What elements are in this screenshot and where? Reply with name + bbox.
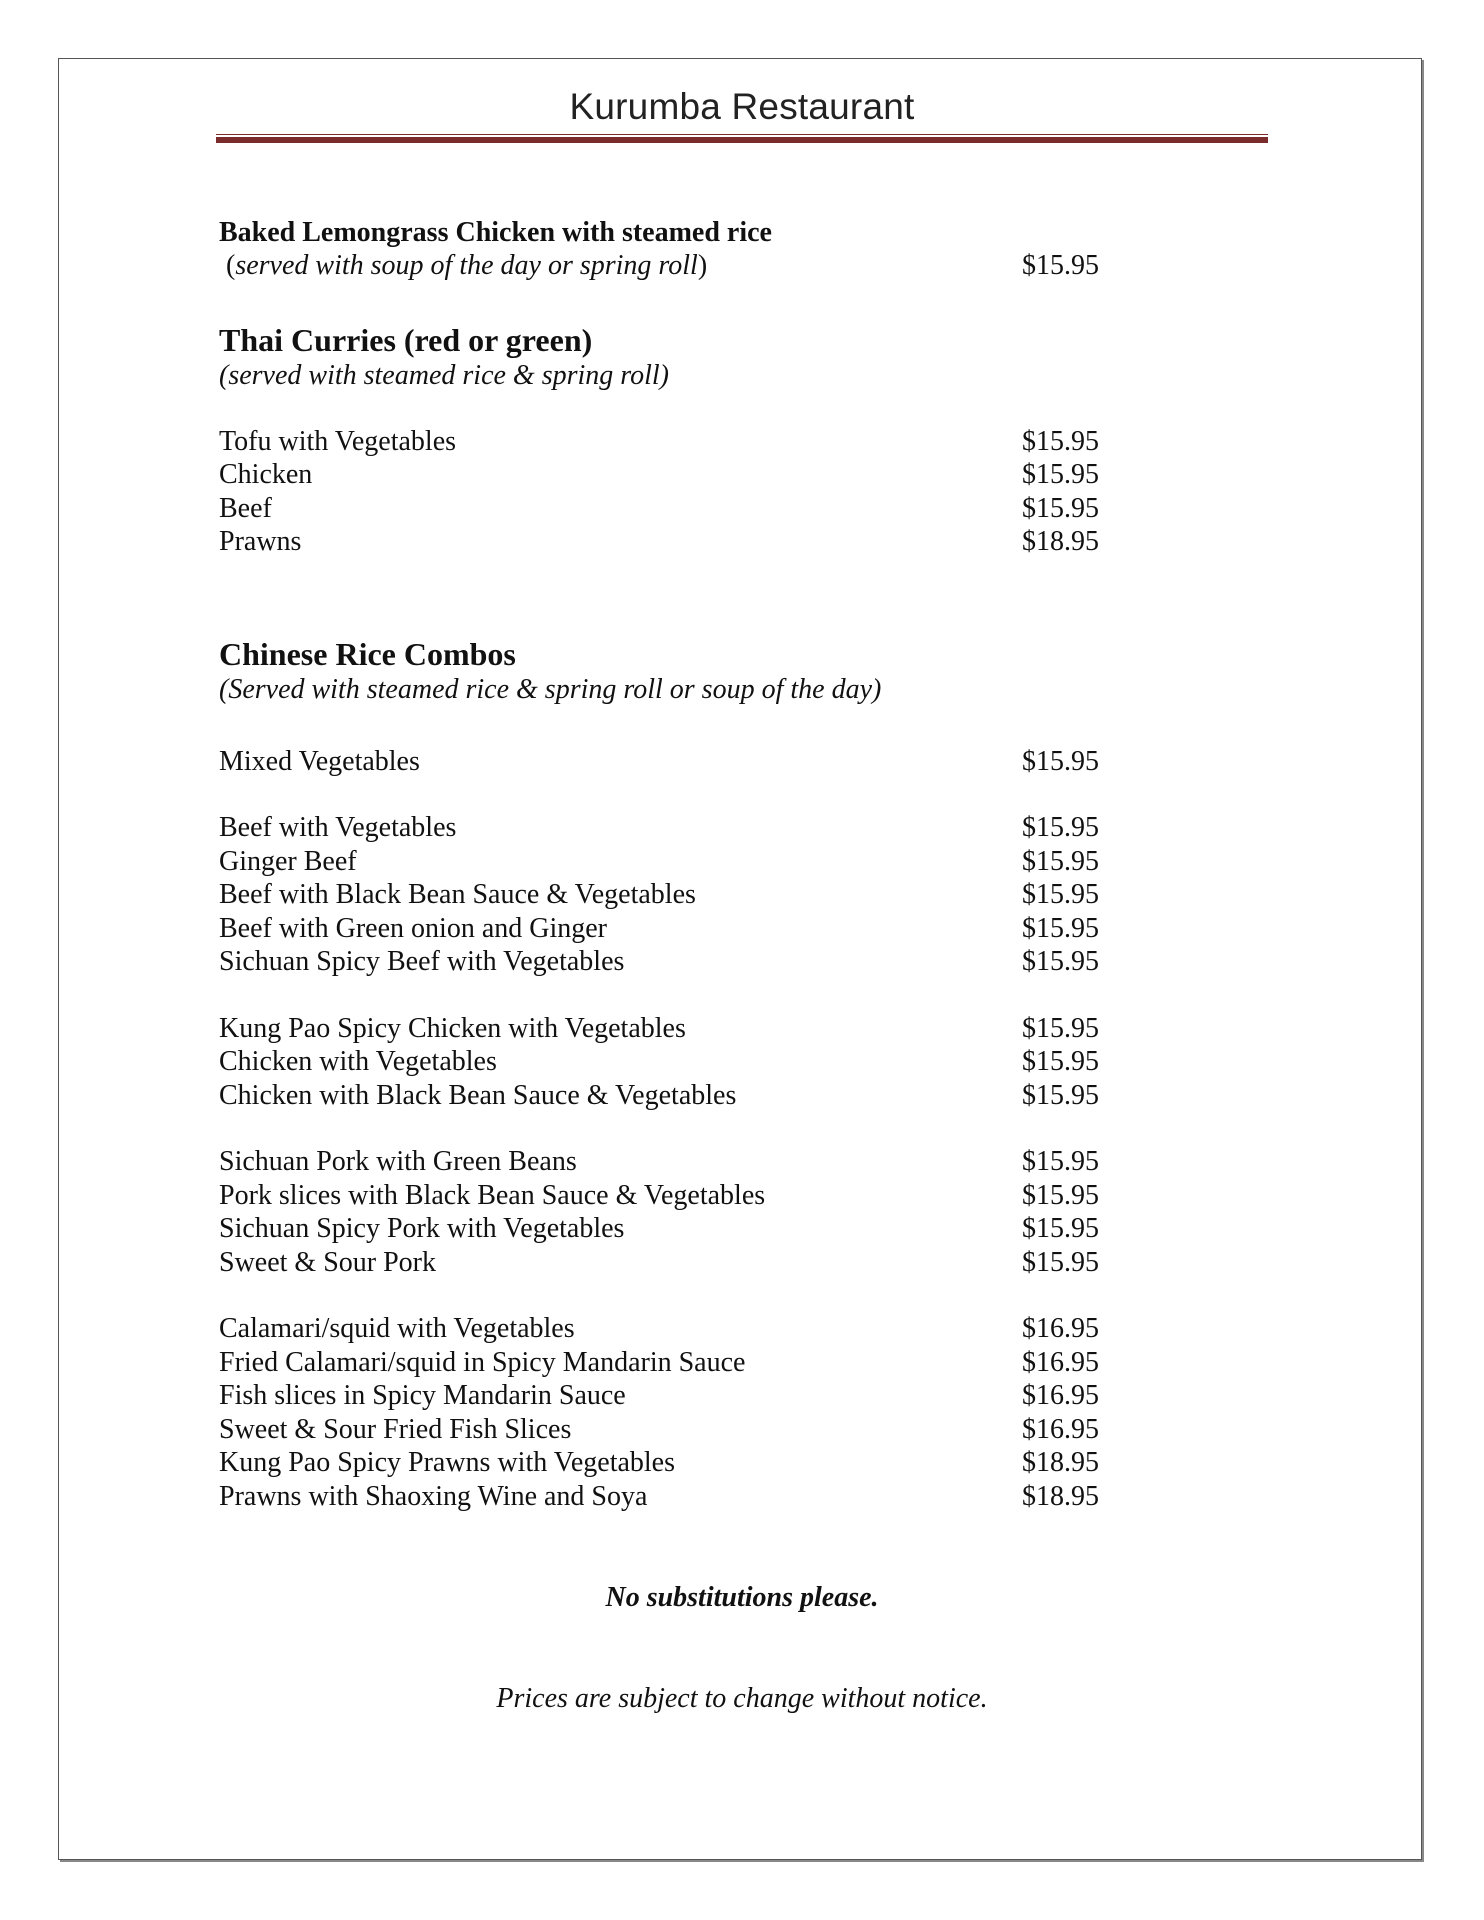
menu-item-group [219,811,1099,979]
menu-item-name: Beef with Green onion and Ginger [219,912,607,944]
menu-item [219,1212,1099,1246]
menu-item [219,1413,1099,1447]
menu-item-name: Chicken [219,459,313,490]
menu-item [219,1079,1099,1113]
menu-item [219,425,1099,459]
menu-item [219,878,1099,912]
menu-item-price: $15.95 [1022,1179,1099,1211]
thai-curries-section [219,321,1099,559]
menu-item [219,1045,1099,1079]
section-heading: Chinese Rice Combos [219,635,516,672]
menu-item [219,1246,1099,1280]
menu-item-name: Beef with Black Bean Sauce & Vegetables [219,879,696,910]
menu-item-name: Kung Pao Spicy Chicken with Vegetables [219,1012,686,1044]
menu-item-name: Ginger Beef [219,845,357,877]
menu-item-price: $15.95 [1022,879,1099,910]
menu-item-price: $15.95 [1022,745,1099,777]
menu-item-name: Mixed Vegetables [219,745,420,777]
prices-notice: Prices are subject to change without notice. [496,1683,988,1714]
featured-item-row: (served with soup of the day or spring roll) $15.95 [219,250,1099,281]
menu-item-group [219,1312,1099,1513]
menu-item [219,492,1099,526]
menu-item-name: Sichuan Spicy Beef with Vegetables [219,946,625,977]
menu-item [219,1145,1099,1179]
menu-item-price: $15.95 [1022,459,1099,490]
menu-item-name: Chicken with Black Bean Sauce & Vegetables [219,1079,737,1111]
menu-item-price: $15.95 [1022,425,1099,457]
menu-item-price: $15.95 [1022,1246,1099,1278]
menu-item-name: Beef [219,492,272,524]
menu-content [219,216,1099,1513]
menu-item-name: Prawns with Shaoxing Wine and Soya [219,1480,648,1512]
menu-item-price: $18.95 [1022,526,1099,557]
menu-item-group [219,1012,1099,1113]
menu-item-name: Sichuan Spicy Pork with Vegetables [219,1213,625,1244]
featured-item [219,216,1099,283]
chinese-rice-combos-section [219,635,1099,1514]
menu-item-name: Sichuan Pork with Green Beans [219,1146,577,1177]
menu-item-name: Sweet & Sour Fried Fish Slices [219,1413,572,1445]
menu-item-price: $18.95 [1022,1447,1099,1478]
menu-item [219,1379,1099,1413]
menu-item-price: $15.95 [1022,912,1099,944]
menu-item [219,525,1099,559]
restaurant-title: Kurumba Restaurant [569,86,915,127]
menu-item-group [219,745,1099,779]
menu-item [219,845,1099,879]
menu-item-name: Pork slices with Black Bean Sauce & Vegetables [219,1179,766,1211]
section-subheading: (served with steamed rice & spring roll) [219,359,670,391]
menu-item-name: Calamari/squid with Vegetables [219,1313,575,1344]
menu-item-group [219,1145,1099,1279]
menu-item-name: Prawns [219,526,302,557]
menu-item-price: $15.95 [1022,845,1099,877]
menu-item-name: Fish slices in Spicy Mandarin Sauce [219,1380,626,1411]
chinese-rice-combos-list [219,745,1099,1514]
menu-item [219,1446,1099,1480]
menu-item-price: $15.95 [1022,1012,1099,1044]
no-substitutions-note: No substitutions please. [605,1582,879,1613]
thai-curries-list [219,425,1099,559]
menu-item [219,1480,1099,1514]
menu-item [219,745,1099,779]
menu-item-name: Tofu with Vegetables [219,425,457,457]
section-subheading: (Served with steamed rice & spring roll or soup of the day) [219,673,882,705]
menu-item [219,458,1099,492]
menu-item [219,1012,1099,1046]
menu-item [219,1179,1099,1213]
menu-item-name: Sweet & Sour Pork [219,1246,436,1278]
menu-item [219,1312,1099,1346]
menu-item-name: Chicken with Vegetables [219,1046,497,1077]
menu-item [219,811,1099,845]
menu-item-price: $16.95 [1022,1380,1099,1411]
menu-item-price: $15.95 [1022,812,1099,843]
menu-item [219,912,1099,946]
featured-item-note: served with soup of the day or spring roll [235,250,698,281]
menu-item-name: Kung Pao Spicy Prawns with Vegetables [219,1447,675,1478]
menu-item-price: $15.95 [1022,1046,1099,1077]
menu-item-price: $15.95 [1022,492,1099,524]
menu-item-price: $15.95 [1022,1146,1099,1177]
menu-item-price: $16.95 [1022,1313,1099,1344]
menu-item-price: $16.95 [1022,1413,1099,1445]
section-heading: Thai Curries (red or green) [219,321,593,358]
menu-item-price: $15.95 [1022,1079,1099,1111]
menu-item [219,1346,1099,1380]
featured-item-name: Baked Lemongrass Chicken with steamed rice [219,217,772,248]
menu-item-price: $16.95 [1022,1346,1099,1378]
menu-item-name: Fried Calamari/squid in Spicy Mandarin Sauce [219,1346,746,1378]
menu-item-price: $15.95 [1022,946,1099,977]
header-rule [216,134,1268,143]
menu-item-name: Beef with Vegetables [219,812,457,843]
menu-item [219,945,1099,979]
featured-item-price: $15.95 [1022,250,1099,281]
menu-item-price: $18.95 [1022,1480,1099,1512]
menu-item-price: $15.95 [1022,1213,1099,1244]
